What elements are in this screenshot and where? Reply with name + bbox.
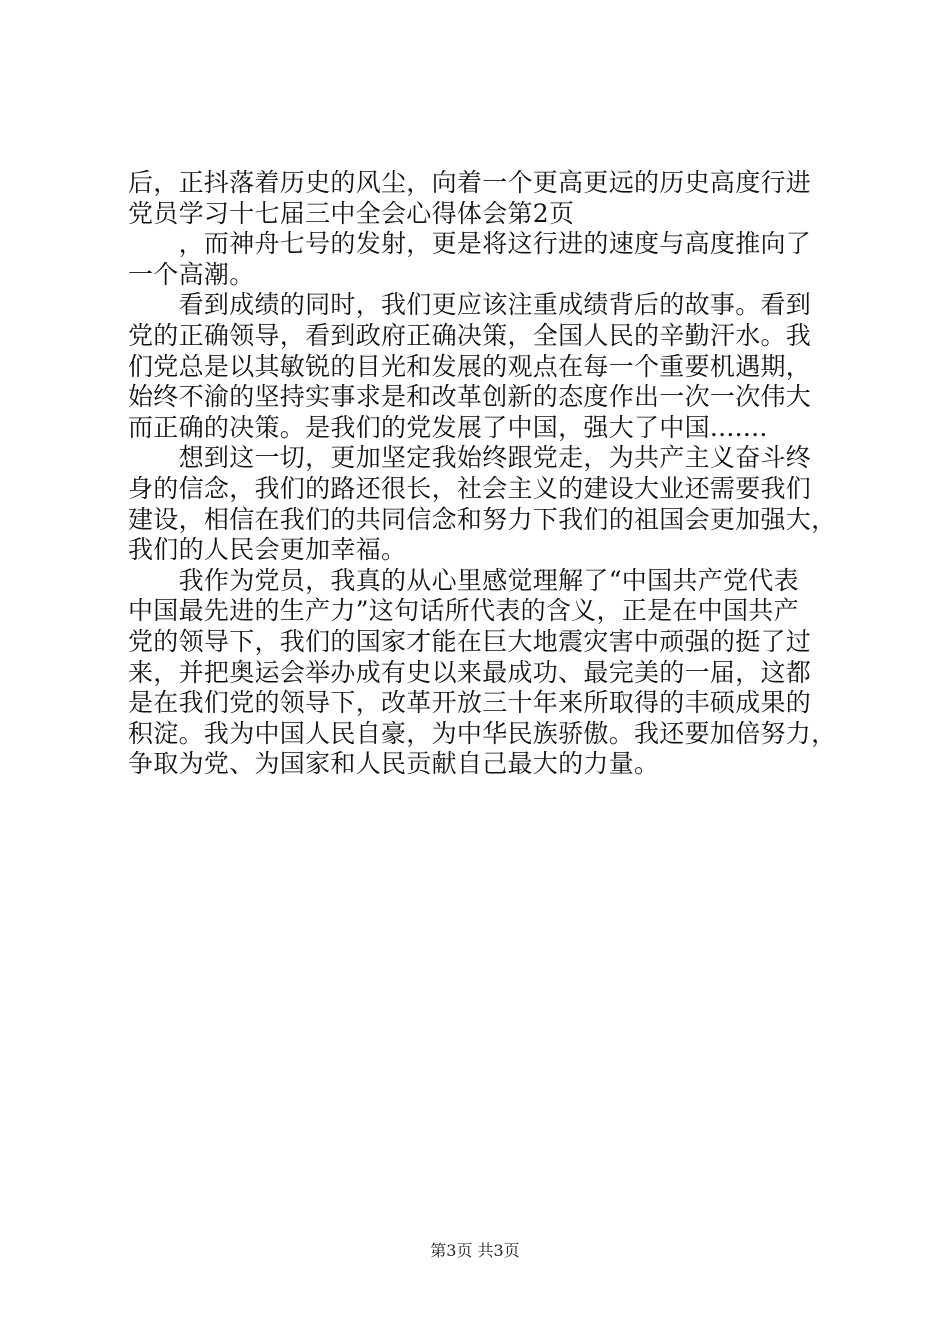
body-text bbox=[128, 168, 837, 780]
text-line: 是在我们党的领导下，改革开放三十年来所取得的丰硕成果的 bbox=[128, 688, 812, 718]
text-line: 一个高潮。 bbox=[128, 259, 255, 289]
text-line: 党员学习十七届三中全会心得体会第2页 bbox=[128, 198, 575, 228]
text-line: 始终不渝的坚持实事求是和改革创新的态度作出一次一次伟大 bbox=[128, 382, 812, 412]
text-line: 我们的人民会更加幸福。 bbox=[128, 535, 407, 565]
text-line: 看到成绩的同时，我们更应该注重成绩背后的故事。看到 bbox=[128, 290, 812, 320]
text-line: 想到这一切，更加坚定我始终跟党走，为共产主义奋斗终 bbox=[128, 443, 812, 473]
text-line: 党的正确领导，看到政府正确决策，全国人民的辛勤汗水。我 bbox=[128, 320, 812, 350]
text-line: 身的信念，我们的路还很长，社会主义的建设大业还需要我们 bbox=[128, 473, 812, 503]
text-line: ，而神舟七号的发射，更是将这行进的速度与高度推向了 bbox=[128, 229, 812, 259]
text-line: 建设，相信在我们的共同信念和努力下我们的祖国会更加强大， bbox=[128, 504, 837, 534]
text-line: 中国最先进的生产力”这句话所代表的含义，正是在中国共产 bbox=[128, 596, 799, 626]
text-line: 争取为党、为国家和人民贡献自己最大的力量。 bbox=[128, 749, 660, 779]
text-line: 我作为党员，我真的从心里感觉理解了“中国共产党代表 bbox=[128, 565, 799, 595]
text-line: 们党总是以其敏锐的目光和发展的观点在每一个重要机遇期， bbox=[128, 351, 812, 381]
text-line: 积淀。我为中国人民自豪，为中华民族骄傲。我还要加倍努力， bbox=[128, 718, 837, 748]
text-line: 党的领导下，我们的国家才能在巨大地震灾害中顽强的挺了过 bbox=[128, 626, 812, 656]
text-line: 来，并把奥运会举办成有史以来最成功、最完美的一届，这都 bbox=[128, 657, 812, 687]
text-line: 后，正抖落着历史的风尘，向着一个更高更远的历史高度行进 bbox=[128, 168, 812, 197]
text-line: 而正确的决策。是我们的党发展了中国，强大了中国....... bbox=[128, 412, 768, 442]
page-footer: 第3页 共3页 bbox=[430, 1241, 520, 1260]
